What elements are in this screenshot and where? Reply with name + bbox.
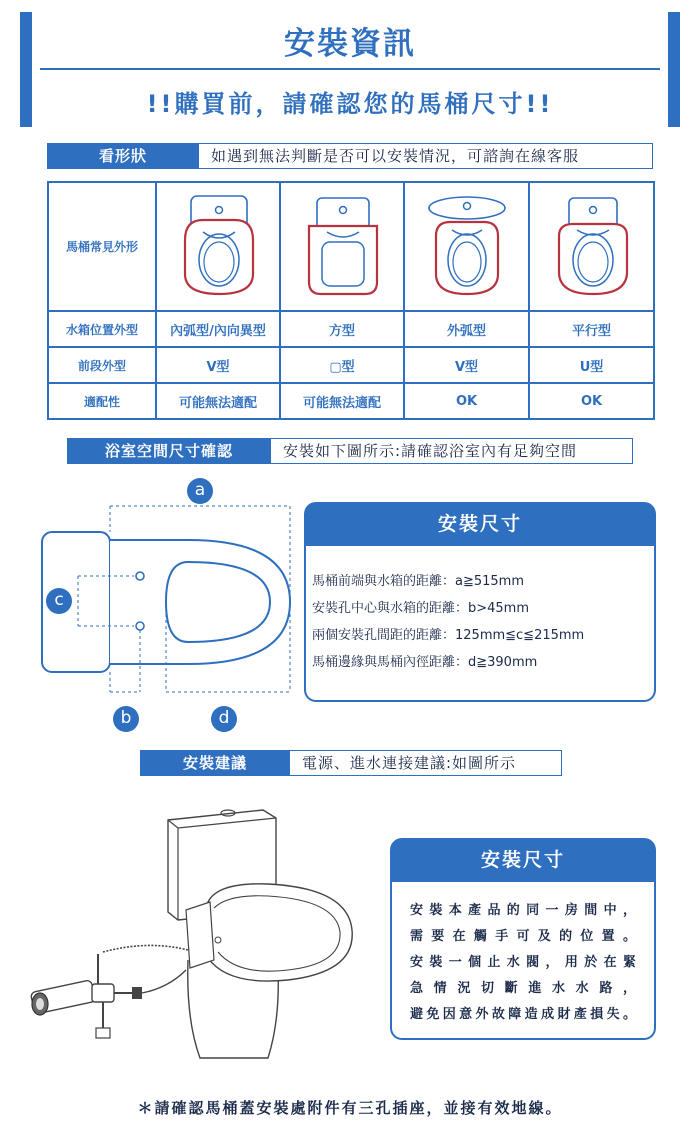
shape-section-label: 看形狀	[47, 143, 199, 169]
cell-front: U型	[529, 347, 654, 383]
dimension-b-marker: b	[113, 706, 139, 732]
cell-front: ▢型	[280, 347, 404, 383]
footer-note: ＊請確認馬桶蓋安裝處附件有三孔插座，並接有效地線。	[137, 1099, 563, 1117]
spec-line: 馬桶前端與水箱的距離：a≧515mm	[312, 574, 524, 589]
spec-line: 兩個安裝孔間距的距離：125mm≦c≦215mm	[312, 628, 585, 643]
toilet-shape-parallel-icon	[529, 182, 654, 311]
spec-line: 安裝孔中心與水箱的距離：b>45mm	[312, 601, 530, 616]
row-head-shape: 馬桶常見外形	[48, 182, 156, 311]
spec-line: 馬桶邊緣與馬桶內徑距離：d≧390mm	[312, 655, 538, 670]
page-subtitle: !!購買前，請確認您的馬桶尺寸!!	[146, 90, 554, 118]
toilet-shape-outer-curve-icon	[404, 182, 529, 311]
cell-fit: OK	[404, 383, 529, 419]
dimension-d-marker: d	[211, 706, 237, 732]
table-row	[48, 182, 654, 311]
table-row	[48, 383, 654, 419]
cell-tank: 內弧型/內向異型	[156, 311, 280, 347]
advice-box-title: 安裝尺寸	[390, 838, 656, 882]
cell-fit: 可能無法適配	[280, 383, 404, 419]
toilet-shape-table	[47, 181, 655, 420]
page-title: 安裝資訊	[284, 26, 416, 62]
advice-box-body	[390, 882, 656, 1040]
cell-fit: 可能無法適配	[156, 383, 280, 419]
space-section-note: 安裝如下圖所示:請確認浴室內有足夠空間	[271, 438, 633, 464]
advice-line: 安裝本產品的同一房間中，	[410, 903, 636, 918]
table-row	[48, 311, 654, 347]
advice-line: 需要在觸手可及的位置。	[410, 929, 636, 944]
size-box-body	[304, 546, 656, 702]
size-box-title: 安裝尺寸	[304, 502, 656, 546]
cell-front: V型	[156, 347, 280, 383]
dimension-diagram	[38, 470, 308, 740]
table-row	[48, 347, 654, 383]
cell-front: V型	[404, 347, 529, 383]
cell-fit: OK	[529, 383, 654, 419]
toilet-shape-square-icon	[280, 182, 404, 311]
shape-section-note: 如遇到無法判斷是否可以安裝情況，可諮詢在線客服	[199, 143, 653, 169]
row-head-fit: 適配性	[48, 383, 156, 419]
cell-tank: 平行型	[529, 311, 654, 347]
advice-line: 急情況切斷進水水路，	[410, 981, 636, 996]
space-section-label: 浴室空間尺寸確認	[67, 438, 271, 464]
cell-tank: 方型	[280, 311, 404, 347]
row-head-tank: 水箱位置外型	[48, 311, 156, 347]
dimension-a-marker: a	[187, 478, 213, 504]
row-head-front: 前段外型	[48, 347, 156, 383]
toilet-shape-inner-curve-icon	[156, 182, 280, 311]
header-divider	[40, 68, 660, 70]
toilet-plumbing-illustration	[18, 790, 378, 1075]
advice-line: 避免因意外故障造成財產損失。	[410, 1007, 636, 1022]
advice-section-note: 電源、進水連接建議:如圖所示	[290, 750, 562, 776]
cell-tank: 外弧型	[404, 311, 529, 347]
advice-section-label: 安裝建議	[140, 750, 290, 776]
advice-line: 安裝一個止水閥，用於在緊	[410, 955, 636, 970]
dimension-c-marker: c	[46, 588, 72, 614]
